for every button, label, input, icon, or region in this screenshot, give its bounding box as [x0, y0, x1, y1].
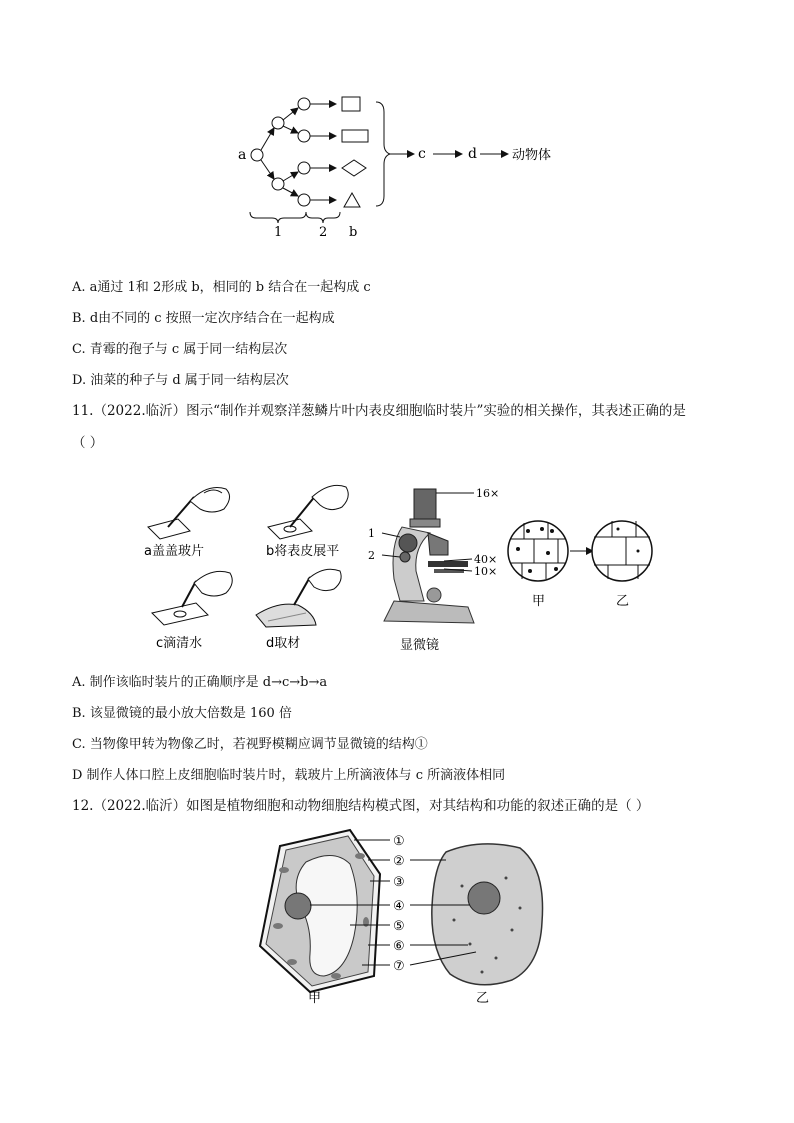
cell-label-5: ⑤	[393, 919, 405, 934]
label-animal: 动物体	[512, 148, 552, 163]
step-b-label: b将表皮展平	[266, 544, 340, 559]
step-d-label: d取材	[266, 636, 301, 651]
label-c: c	[418, 146, 426, 162]
mag-10x-label: 10×	[474, 565, 498, 578]
plant-cell-label: 甲	[308, 991, 322, 1006]
animal-cell-illustration	[432, 844, 543, 985]
q11-option-b: B. 该显微镜的最小放大倍数是 160 倍	[72, 706, 292, 721]
mag-40x-label: 40×	[474, 553, 498, 566]
q11-option-a: A. 制作该临时装片的正确顺序是 d→c→b→a	[72, 675, 328, 690]
microscope-part-2-label: 2	[368, 549, 375, 562]
microscope-label: 显微镜	[400, 638, 440, 653]
step-c-drop-water-illustration	[152, 571, 232, 625]
q10-option-c: C. 青霉的孢子与 c 属于同一结构层次	[72, 342, 288, 357]
q11-option-c: C. 当物像甲转为物像乙时，若视野模糊应调节显微镜的结构①	[72, 737, 428, 752]
microscope-illustration	[382, 489, 474, 623]
label-a: a	[238, 147, 247, 163]
q11-stem: 11.（2022.临沂）图示“制作并观察洋葱鳞片叶内表皮细胞临时装片”实验的相关操作，其表述正确的是	[72, 403, 686, 419]
animal-cell-label: 乙	[476, 991, 490, 1006]
cell-label-4: ④	[393, 899, 405, 914]
q12-stem: 12.（2022.临沂）如图是植物细胞和动物细胞结构模式图，对其结构和功能的叙述正确的是（ ）	[72, 798, 650, 814]
structure-hierarchy-diagram	[230, 92, 570, 242]
cell-label-7: ⑦	[393, 959, 405, 974]
q11-answer-paren: （ ）	[72, 435, 104, 451]
q10-option-a: A. a通过 1和 2形成 b，相同的 b 结合在一起构成 c	[72, 280, 371, 295]
view-yi-label: 乙	[616, 594, 630, 609]
microscope-part-1-label: 1	[368, 527, 375, 540]
plant-cell-illustration	[260, 830, 380, 992]
slide-preparation-figure	[138, 475, 658, 660]
step-d-take-material-illustration	[256, 569, 341, 627]
mag-16x-label: 16×	[476, 487, 500, 500]
cell-label-6: ⑥	[393, 939, 405, 954]
view-jia-label: 甲	[532, 594, 546, 609]
cell-label-3: ③	[393, 875, 405, 890]
label-b: b	[349, 225, 358, 240]
step-b-flatten-illustration	[268, 485, 348, 539]
cell-structure-figure	[250, 826, 550, 1006]
step-a-cover-slip-illustration	[148, 488, 230, 540]
cell-label-2: ②	[393, 854, 405, 869]
step-a-label: a盖盖玻片	[144, 544, 204, 559]
view-jia-cells	[508, 521, 568, 581]
view-yi-cells	[592, 521, 652, 581]
q11-option-d: D 制作人体口腔上皮细胞临时装片时，载玻片上所滴液体与 c 所滴液体相同	[72, 768, 506, 783]
step-c-label: c滴清水	[156, 636, 203, 651]
label-2: 2	[319, 225, 328, 240]
cell-label-1: ①	[393, 834, 405, 849]
q10-option-d: D. 油菜的种子与 d 属于同一结构层次	[72, 373, 289, 388]
q10-option-b: B. d由不同的 c 按照一定次序结合在一起构成	[72, 311, 335, 326]
label-d: d	[468, 146, 477, 162]
label-1: 1	[274, 225, 283, 240]
